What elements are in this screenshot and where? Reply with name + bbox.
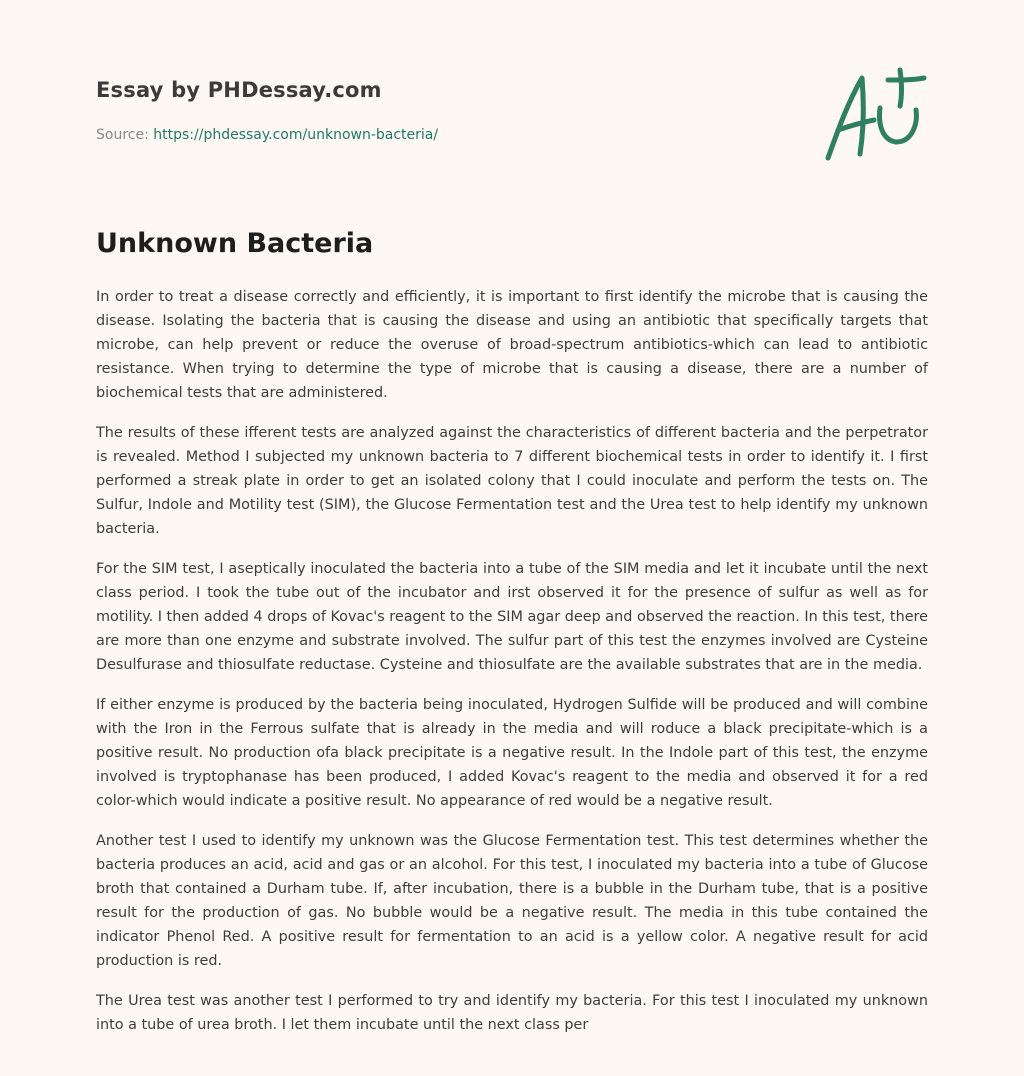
source-link[interactable]: https://phdessay.com/unknown-bacteria/ — [153, 127, 439, 143]
essay-header — [96, 74, 928, 145]
essay-paragraph: The results of these ifferent tests are analyzed against the characteristics of different bacteria and the perpetrator is revealed. Method I subjected my unknown bacteria to 7 different biochemical tests in order to identify it. I first performed a streak plate in order to get an isolated colony that I could inoculate and perform the tests on. The Sulfur, Indole and Motility test (SIM), the Glucose Fermentation test and the Urea test to help identify my unknown bacteria. — [96, 425, 928, 537]
essay-paragraph: If either enzyme is produced by the bacteria being inoculated, Hydrogen Sulfide will be produced and will combine with the Iron in the Ferrous sulfate that is already in the media and will roduce a black precipitate-which is a positive result. No production ofa black precipitate is a negative result. In the Indole part of this test, the enzyme involved is tryptophanase has been produced, I added Kovac's reagent to the media and observed it for a red color-which would indicate a positive result. No appearance of red would be a negative result. — [96, 697, 928, 809]
source-line — [96, 125, 928, 145]
essay-paragraph: The Urea test was another test I performed to try and identify my bacteria. For this test I inoculated my unknown into a tube of urea broth. I let them incubate until the next class per — [96, 993, 928, 1033]
essay-paragraph: For the SIM test, I aseptically inoculated the bacteria into a tube of the SIM media and let it incubate until the next class period. I took the tube out of the incubator and irst observed it for the presence of sulfur as well as for motility. I then added 4 drops of Kovac's reagent to the SIM agar deep and observed the reaction. In this test, there are more than one enzyme and substrate involved. The sulfur part of this test the enzymes involved are Cysteine Desulfurase and thiosulfate reductase. Cysteine and thiosulfate are the available substrates that are in the media. — [96, 561, 928, 673]
site-title: Essay by PHDessay.com — [96, 78, 382, 102]
essay-title: Unknown Bacteria — [96, 228, 374, 259]
essay-paragraph: Another test I used to identify my unknown was the Glucose Fermentation test. This test determines whether the bacteria produces an acid, acid and gas or an alcohol. For this test, I inoculated my bacteria into a tube of Glucose broth that contained a Durham tube. If, after incubation, there is a bubble in the Durham tube, that is a positive result for the production of gas. No bubble would be a negative result. The media in this tube contained the indicator Phenol Red. A positive result for fermentation to an acid is a yellow color. A negative result for acid production is red. — [96, 833, 928, 969]
essay-paragraph: In order to treat a disease correctly and efficiently, it is important to first identify the microbe that is causing the disease. Isolating the bacteria that is causing the disease and using an antibiotic that specifically targets that microbe, can help prevent or reduce the overuse of broad-spectrum antibiotics-which can lead to antibiotic resistance. When trying to determine the type of microbe that is causing a disease, there are a number of biochemical tests that are administered. — [96, 289, 928, 401]
a-plus-logo-icon — [818, 66, 930, 166]
essay-body — [96, 285, 928, 1053]
source-label: Source: — [96, 127, 149, 143]
